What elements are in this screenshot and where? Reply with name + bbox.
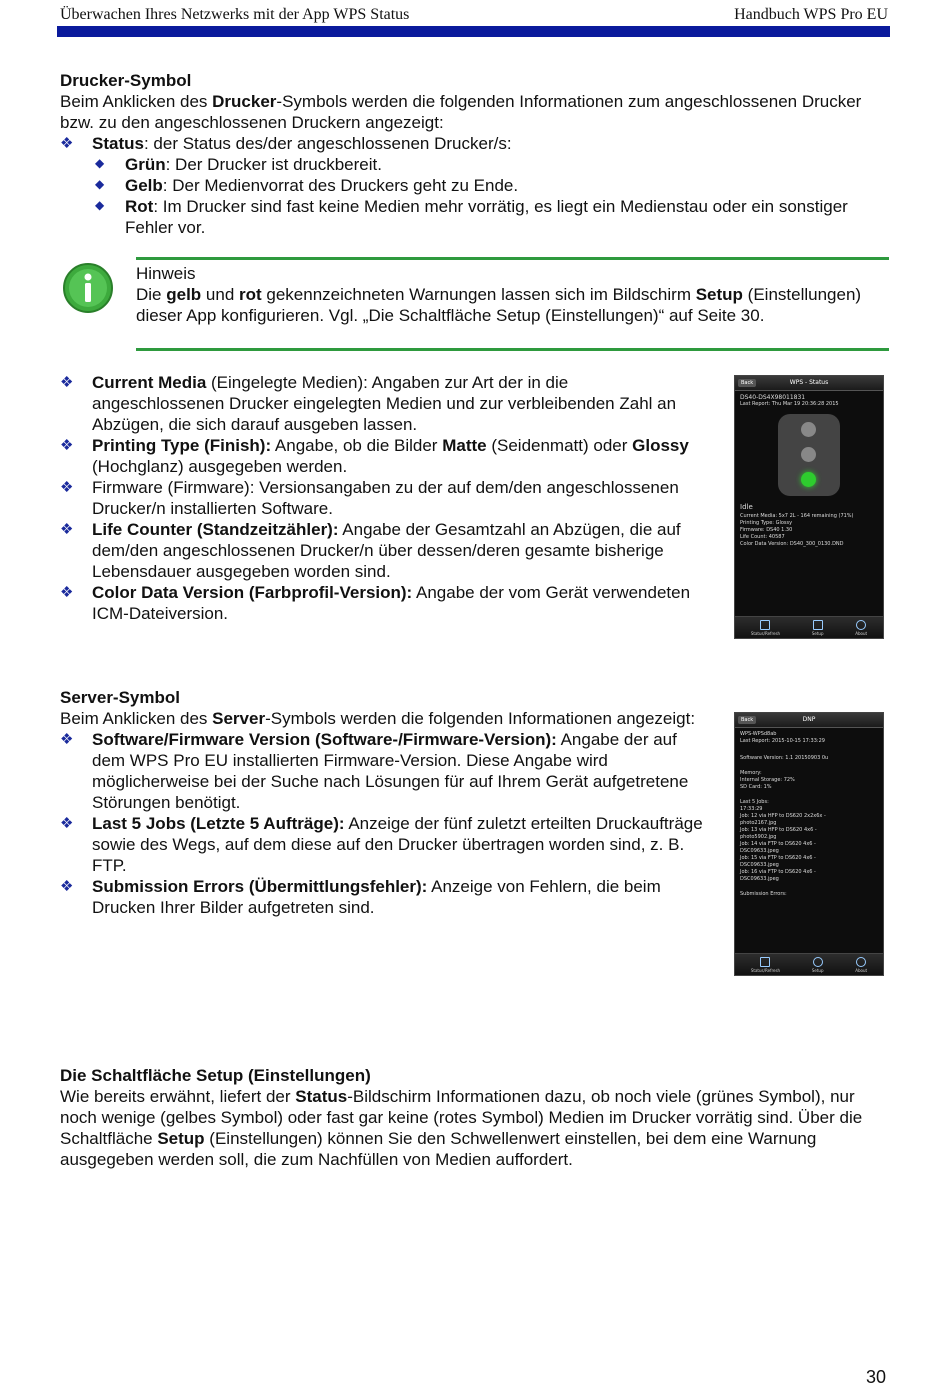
setup-section: [60, 1065, 892, 1170]
firmware-item: ❖ Firmware (Firmware): Versionsangaben zu der auf dem/den angeschlossenen Drucker/n installierten Software.: [60, 478, 679, 518]
last-report: Last Report: 2015-10-15 17:33:29: [740, 738, 825, 744]
setup-tab: Setup: [812, 957, 824, 973]
current-media-item: ❖ Current Media (Eingelegte Medien): Angaben zur Art der in die angeschlossenen Drucker eingelegten Medien und zur verbleibenden Zahl an Abzügen, die sich darauf ausgeben lassen.: [60, 373, 677, 434]
printing-type-item: ❖ Printing Type (Finish): Angabe, ob die Bilder Matte (Seidenmatt) oder Glossy (Hochglanz) ausgegeben werden.: [60, 436, 689, 476]
firmware-line: Firmware: DS40 1.30: [740, 527, 793, 533]
diamond-bullet-icon: ❖: [60, 815, 74, 832]
back-button: Back: [738, 379, 756, 387]
job-line: photo2167.jpg: [740, 820, 777, 826]
diamond-bullet-icon: ❖: [60, 521, 74, 538]
memory-label: Memory:: [740, 770, 762, 776]
job-line: 17:33:29: [740, 806, 763, 812]
job-line: Job: 15 via FTP to DS620 4x6 -: [740, 855, 816, 861]
header-bar: [57, 26, 890, 37]
header-manual-name: Handbuch WPS Pro EU: [734, 6, 888, 23]
diamond-bullet-icon: ❖: [60, 374, 74, 391]
status-refresh-tab: Status/Refresh: [751, 620, 780, 636]
job-line: Job: 14 via FTP to DS620 4x6 -: [740, 841, 816, 847]
drucker-heading: Drucker-Symbol: [60, 71, 192, 90]
job-line: DSC09633.jpeg: [740, 876, 779, 882]
traffic-light-icon: [778, 414, 840, 496]
server-heading: Server-Symbol: [60, 688, 180, 707]
setup-tab: Setup: [812, 620, 824, 636]
last-jobs-item: ❖ Last 5 Jobs (Letzte 5 Aufträge): Anzeige der fünf zuletzt erteilten Druckaufträge sowie des Wegs, auf dem diese auf den Drucker übertragen worden sind, z. B. FTP.: [60, 814, 703, 875]
submission-errors-item: ❖ Submission Errors (Übermittlungsfehler): Anzeige von Fehlern, die beim Drucken Ihrer Bilder aufgetreten sind.: [60, 877, 661, 917]
server-section: [60, 687, 708, 918]
setup-text: Wie bereits erwähnt, liefert der Status-Bildschirm Informationen dazu, ob noch viele (grünes Symbol), nur noch wenige (gelbes Symbol) oder fast gar keine (rotes Symbol) Medien im Drucker vorrätig sind. Über die Schaltfläche Setup (Einstellungen) können Sie den Schwellenwert einstellen, bei dem eine Warnung ausgegeben werden soll, die zum Nachfüllen von Medien auffordert.: [60, 1087, 863, 1169]
setup-heading: Die Schaltfläche Setup (Einstellungen): [60, 1066, 371, 1085]
small-diamond-bullet-icon: ◆: [95, 156, 105, 170]
rot-item: ◆ Rot: Im Drucker sind fast keine Medien mehr vorrätig, es liegt ein Medienstau oder ein sonstiger Fehler vor.: [95, 197, 848, 237]
screen-title: WPS - Status: [789, 379, 829, 386]
gruen-item: ◆ Grün: Der Drucker ist druckbereit.: [95, 155, 382, 174]
server-id: WPS-WPSd8ab: [740, 731, 777, 737]
screen-title: DNP: [802, 716, 816, 723]
server-screenshot: [734, 712, 884, 976]
printer-state: Idle: [740, 503, 753, 511]
life-counter-item: ❖ Life Counter (Standzeitzähler): Angabe der Gesamtzahl an Abzügen, die auf dem/den angeschlossenen Drucker/n über dessen/deren gesamte bisherige Lebensdauer ausgegeben worden sind.: [60, 520, 681, 581]
note-top-rule: [136, 257, 889, 260]
back-button: Back: [738, 716, 756, 724]
submission-errors-label: Submission Errors:: [740, 891, 787, 897]
internal-storage-line: Internal Storage: 72%: [740, 777, 795, 783]
color-data-line: Color Data Version: DS40_300_0130.DND: [740, 541, 844, 547]
about-tab: About: [855, 620, 867, 636]
page-number: 30: [865, 1367, 886, 1387]
server-intro: Beim Anklicken des Server-Symbols werden die folgenden Informationen angezeigt:: [60, 709, 696, 728]
device-id: DS40-DS4X98011831: [740, 394, 806, 401]
diamond-bullet-icon: ❖: [60, 479, 74, 496]
small-diamond-bullet-icon: ◆: [95, 198, 105, 212]
media-line: Current Media: 5x7 2L - 164 remaining (71%): [740, 513, 854, 519]
diamond-bullet-icon: ❖: [60, 584, 74, 601]
job-line: Job: 12 via HFP to DS620 2x2x6x -: [740, 813, 826, 819]
status-item: ❖ Status: der Status des/der angeschlossenen Drucker/s:: [60, 134, 512, 153]
about-tab: About: [855, 957, 867, 973]
note-text: Die gelb und rot gekennzeichneten Warnungen lassen sich im Bildschirm Setup (Einstellungen) dieser App konfigurieren. Vgl. „Die Schaltfläche Setup (Einstellungen)“ auf Seite 30.: [136, 285, 862, 325]
last-report: Last Report: Thu Mar 19 20:36:28 2015: [740, 401, 839, 407]
small-diamond-bullet-icon: ◆: [95, 177, 105, 191]
drucker-intro: Beim Anklicken des Drucker-Symbols werden die folgenden Informationen zum angeschlossenen Drucker bzw. zu den angeschlossenen Druckern angezeigt:: [60, 92, 862, 132]
note-bottom-rule: [136, 348, 889, 351]
diamond-bullet-icon: ❖: [60, 731, 74, 748]
sd-card-line: SD Card: 1%: [740, 784, 772, 790]
printer-info-list: [60, 372, 705, 624]
color-data-item: ❖ Color Data Version (Farbprofil-Version): Angabe der vom Gerät verwendeten ICM-Dateiversion.: [60, 583, 691, 623]
job-line: photo5902.jpg: [740, 834, 777, 840]
software-version-line: Software Version: 1.1 20150903 0u: [740, 755, 829, 761]
gelb-item: ◆ Gelb: Der Medienvorrat des Druckers geht zu Ende.: [95, 176, 519, 195]
drucker-section: [60, 70, 890, 238]
software-version-item: ❖ Software/Firmware Version (Software-/Firmware-Version): Angabe der auf dem WPS Pro EU installierten Firmware-Version. Diese Angabe wird möglicherweise bei der Suche nach Lösungen für auf Ihrem Gerät aufgetretene Störungen benötigt.: [60, 730, 689, 812]
job-line: DSC09633.jpeg: [740, 848, 779, 854]
info-icon: [62, 262, 114, 314]
printing-type-line: Printing Type: Glossy: [740, 520, 793, 526]
status-screenshot: [734, 375, 884, 639]
diamond-bullet-icon: ❖: [60, 437, 74, 454]
job-line: Job: 16 via FTP to DS620 4x6 -: [740, 869, 816, 875]
diamond-bullet-icon: ❖: [60, 135, 74, 152]
job-line: DSC09633.jpeg: [740, 862, 779, 868]
note-title: Hinweis: [136, 264, 196, 283]
diamond-bullet-icon: ❖: [60, 878, 74, 895]
life-count-line: Life Count: 40587: [740, 534, 785, 540]
header-title: Überwachen Ihres Netzwerks mit der App WPS Status: [60, 6, 410, 23]
note-box: [136, 263, 876, 326]
job-line: Job: 13 via HFP to DS620 4x6 -: [740, 827, 817, 833]
last-jobs-label: Last 5 Jobs:: [740, 799, 769, 805]
status-refresh-tab: Status/Refresh: [751, 957, 780, 973]
